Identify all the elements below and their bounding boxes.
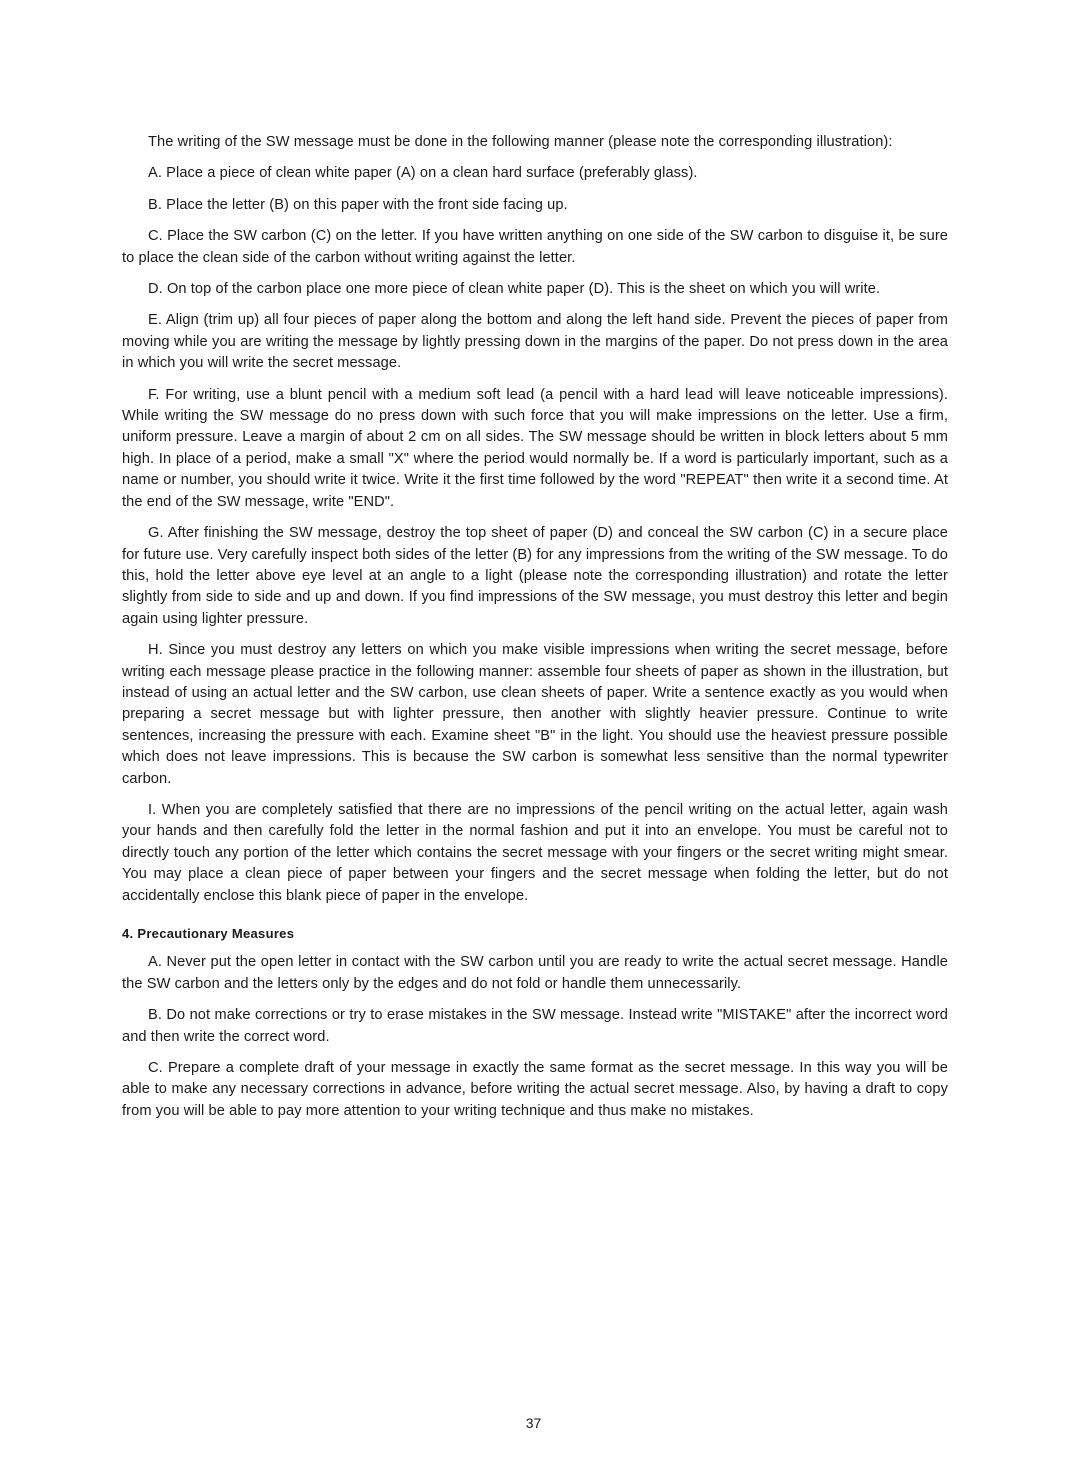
step-b: B. Place the letter (B) on this paper with the front side facing up. — [148, 196, 568, 213]
step-c: C. Place the SW carbon (C) on the letter. If you have written anything on one side of the SW carbon to disguise it, be sure to place the clean side of the carbon without writing against the letter. — [122, 228, 948, 266]
step-a: A. Place a piece of clean white paper (A) on a clean hard surface (preferably glass). — [148, 165, 698, 182]
step-i: I. When you are completely satisfied that there are no impressions of the pencil writing on the actual letter, again wash your hands and then carefully fold the letter in the normal fashion and put it into an envelope. You must be careful not to directly touch any portion of the letter which contains the secret message with your fingers or the secret writing might smear. You may place a clean piece of paper between your fingers and the secret message when folding the letter, but do not accidentally enclose this blank piece of paper in the envelope. — [122, 801, 948, 904]
step-f: F. For writing, use a blunt pencil with a medium soft lead (a pencil with a hard lead will leave noticeable impressions). While writing the SW message do no press down with such force that you will make impressions on the letter. Use a firm, uniform pressure. Leave a margin of about 2 cm on all sides. The SW message should be written in block letters about 5 mm high. In place of a period, make a small "X" where the period would normally be. If a word is particularly important, such as a name or number, you should write it twice. Write it the first time followed by the word "REPEAT" then write it a second time. At the end of the SW message, write "END". — [122, 386, 948, 510]
section-heading: 4. Precautionary Measures — [122, 926, 295, 941]
intro-paragraph: The writing of the SW message must be done in the following manner (please note the corresponding illustration): — [148, 134, 893, 150]
step-h: H. Since you must destroy any letters on which you make visible impressions when writing the secret message, before writing each message please practice in the following manner: assemble four sheets of paper as shown in the illustration, but instead of using an actual letter and the SW carbon, use clean sheets of paper. Write a sentence exactly as you would when preparing a secret message but with lighter pressure, then another with slightly heavier pressure. Continue to write sentences, increasing the pressure with each. Examine sheet "B" in the light. You should use the heaviest pressure possible which does not leave impressions. This is because the SW carbon is somewhat less sensitive than the normal typewriter carbon. — [122, 642, 948, 787]
precaution-c: C. Prepare a complete draft of your message in exactly the same format as the secret message. In this way you will be able to make any necessary corrections in advance, before writing the actual secret message. Also, by having a draft to copy from you will be able to pay more attention to your writing technique and thus make no mistakes. — [122, 1060, 948, 1119]
step-d: D. On top of the carbon place one more piece of clean white paper (D). This is the sheet on which you will write. — [148, 281, 881, 298]
step-g: G. After finishing the SW message, destroy the top sheet of paper (D) and conceal the SW carbon (C) in a secure place for future use. Very carefully inspect both sides of the letter (B) for any impressions from the writing of the SW message. To do this, hold the letter above eye level at an angle to a light (please note the corresponding illustration) and rotate the letter slightly from side to side and up and down. If you find impressions of the SW message, you must destroy this letter and begin again using lighter pressure. — [122, 525, 948, 627]
page-number: 37 — [525, 1415, 542, 1431]
body-text — [122, 132, 948, 1132]
precaution-b: B. Do not make corrections or try to erase mistakes in the SW message. Instead write "MISTAKE" after the incorrect word and then write the correct word. — [122, 1007, 948, 1045]
step-e: E. Align (trim up) all four pieces of paper along the bottom and along the left hand side. Prevent the pieces of paper from moving while you are writing the message by lightly pressing down in the margins of the paper. Do not press down in the area in which you will write the secret message. — [122, 312, 948, 372]
precaution-a: A. Never put the open letter in contact with the SW carbon until you are ready to write the actual secret message. Handle the SW carbon and the letters only by the edges and do not fold or handle them unnecessarily. — [122, 954, 948, 992]
